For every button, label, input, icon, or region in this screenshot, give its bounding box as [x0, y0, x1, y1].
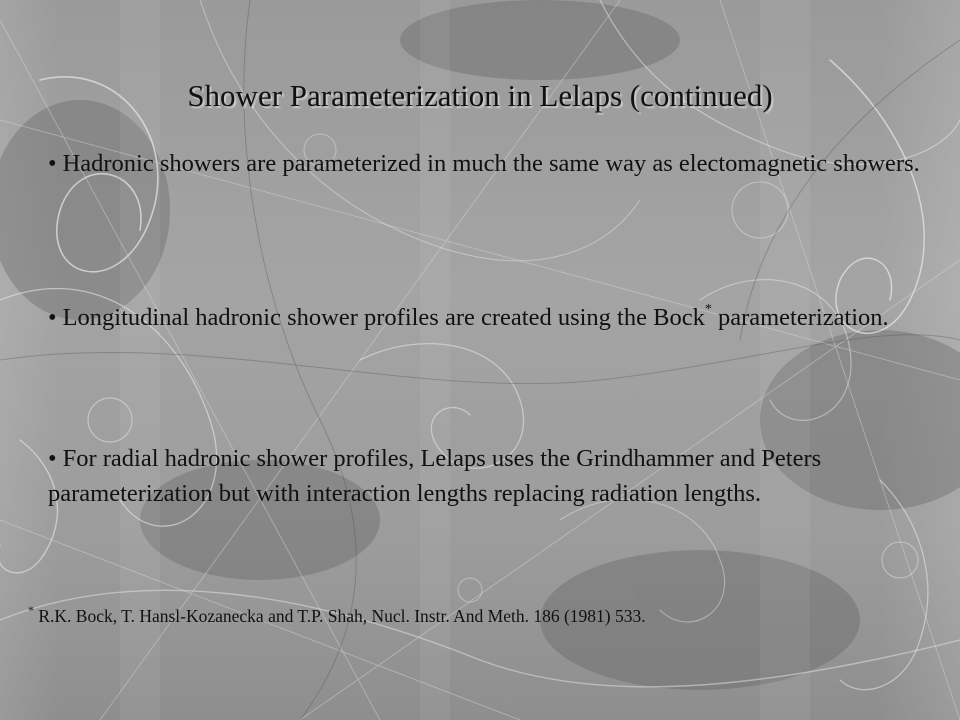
- slide-title: Shower Parameterization in Lelaps (continued): [187, 78, 773, 113]
- bullet-item: [48, 300, 928, 335]
- footnote-text: R.K. Bock, T. Hansl-Kozanecka and T.P. Shah, Nucl. Instr. And Meth. 186 (1981) 533.: [34, 606, 646, 626]
- footnote-mark: *: [28, 603, 34, 617]
- bullet-text: Hadronic showers are parameterized in much the same way as electomagnetic showers.: [62, 150, 920, 177]
- bullet-item: [48, 146, 928, 181]
- bullet-text: For radial hadronic shower profiles, Lelaps uses the Grindhammer and Peters parameterization but with interaction lengths replacing radiation lengths.: [48, 445, 822, 507]
- reference-mark: *: [704, 302, 712, 317]
- bullet-text-continued: parameterization.: [711, 304, 889, 331]
- bullet-marker: •: [48, 150, 57, 177]
- bullet-marker: •: [48, 304, 57, 331]
- bullet-item: [48, 441, 928, 511]
- footnote: [28, 604, 928, 628]
- bullet-text: Longitudinal hadronic shower profiles are created using the Bock: [62, 304, 705, 331]
- bullet-marker: •: [48, 445, 57, 472]
